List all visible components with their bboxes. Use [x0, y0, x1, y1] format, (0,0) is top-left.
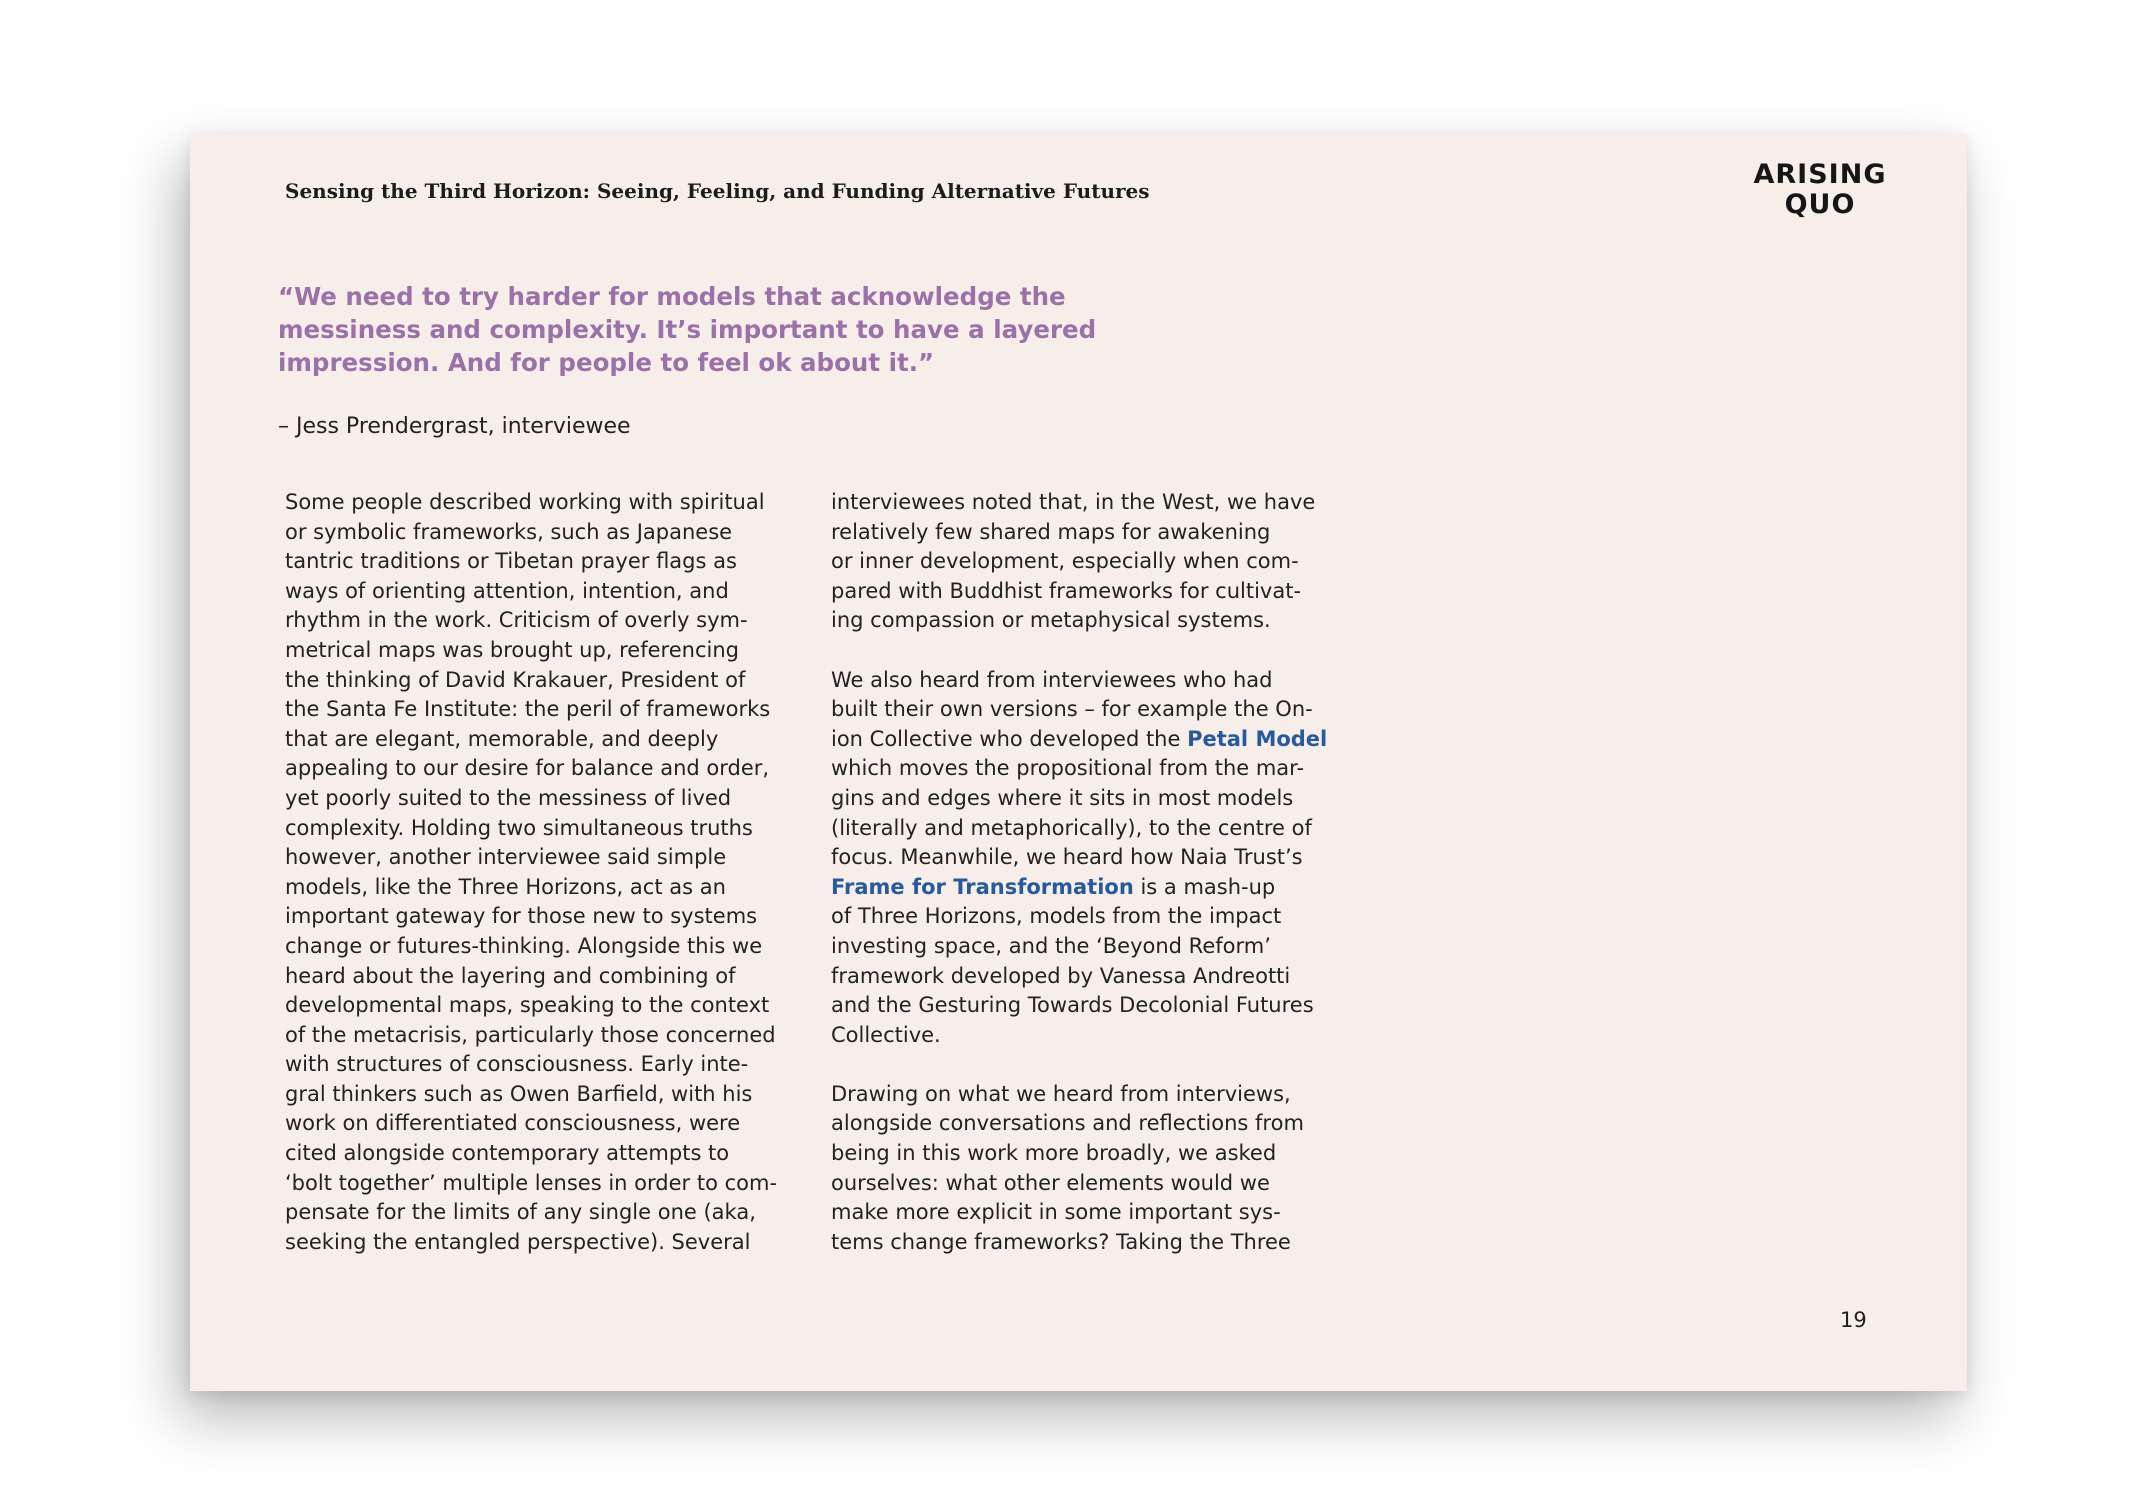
text-line: important gateway for those new to systems	[285, 904, 758, 929]
text-line: of the metacrisis, particularly those concerned	[285, 1022, 776, 1047]
text-line: change or futures-thinking. Alongside this we	[285, 933, 763, 958]
text-line: gral thinkers such as Owen Barfield, with his	[285, 1081, 753, 1106]
pull-quote: “We need to try harder for models that acknowledge the messiness and complexity. It’s important to have a layered impression. And for people to feel ok about it.”	[278, 282, 1097, 377]
text-line: alongside conversations and reflections from	[831, 1111, 1304, 1136]
text-line: seeking the entangled perspective). Several	[285, 1229, 751, 1254]
text-line: pensate for the limits of any single one (aka,	[285, 1200, 756, 1225]
text-line: built their own versions – for example the On-	[831, 697, 1313, 722]
text-line: yet poorly suited to the messiness of lived	[285, 785, 732, 810]
text-line: complexity. Holding two simultaneous truths	[285, 815, 753, 840]
running-head: Sensing the Third Horizon: Seeing, Feeling, and Funding Alternative Futures	[285, 179, 1150, 203]
text-line: Drawing on what we heard from interviews,	[831, 1081, 1291, 1106]
frame-for-transformation-link[interactable]: Frame for Transformation	[831, 874, 1134, 899]
text-line: the thinking of David Krakauer, President of	[285, 667, 746, 692]
text-line: which moves the propositional from the mar-	[831, 756, 1305, 781]
page-number: 19	[1840, 1308, 1867, 1332]
left-column	[285, 488, 805, 1257]
text-line-with-link	[831, 873, 1351, 903]
logo-line-1: ARISING	[1753, 159, 1887, 190]
text-line: relatively few shared maps for awakening	[831, 519, 1271, 544]
text-line: (literally and metaphorically), to the centre of	[831, 815, 1312, 840]
text-line: investing space, and the ‘Beyond Reform’	[831, 933, 1271, 958]
text-line: with structures of consciousness. Early inte-	[285, 1052, 749, 1077]
arising-quo-logo	[1745, 160, 1895, 220]
logo-line-2: QUO	[1784, 189, 1856, 220]
text-line: however, another interviewee said simple	[285, 845, 727, 870]
text-line: interviewees noted that, in the West, we have	[831, 490, 1316, 514]
paragraph-gap	[831, 1050, 1351, 1080]
text-line: framework developed by Vanessa Andreotti	[831, 963, 1291, 988]
text-line: tems change frameworks? Taking the Three	[831, 1229, 1291, 1254]
text-line: of Three Horizons, models from the impact	[831, 904, 1282, 929]
text-line: and the Gesturing Towards Decolonial Futures	[831, 993, 1314, 1018]
petal-model-link[interactable]: Petal Model	[1187, 726, 1328, 751]
text-line: pared with Buddhist frameworks for cultivat-	[831, 578, 1302, 603]
paragraph-gap	[831, 636, 1351, 666]
document-page	[190, 134, 1967, 1391]
text-line: work on differentiated consciousness, were	[285, 1111, 741, 1136]
text-line: gins and edges where it sits in most models	[831, 785, 1294, 810]
text-line: Some people described working with spiritual	[285, 490, 765, 514]
text-fragment: ion Collective who developed the	[831, 726, 1188, 751]
text-line: developmental maps, speaking to the context	[285, 993, 770, 1018]
text-line: metrical maps was brought up, referencing	[285, 637, 739, 662]
text-line: being in this work more broadly, we asked	[831, 1141, 1277, 1166]
text-line: focus. Meanwhile, we heard how Naia Trust’s	[831, 845, 1303, 870]
text-line: make more explicit in some important sys-	[831, 1200, 1281, 1225]
text-line: ‘bolt together’ multiple lenses in order to com-	[285, 1170, 778, 1195]
text-line: the Santa Fe Institute: the peril of frameworks	[285, 697, 771, 722]
text-line: appealing to our desire for balance and order,	[285, 756, 770, 781]
text-line: We also heard from interviewees who had	[831, 667, 1273, 692]
text-line: models, like the Three Horizons, act as an	[285, 874, 726, 899]
text-fragment: is a mash-up	[1133, 874, 1276, 899]
text-line: ourselves: what other elements would we	[831, 1170, 1270, 1195]
right-column	[831, 488, 1351, 1257]
text-line: cited alongside contemporary attempts to	[285, 1141, 730, 1166]
text-line: rhythm in the work. Criticism of overly sym-	[285, 608, 748, 633]
text-line: ing compassion or metaphysical systems.	[831, 608, 1271, 633]
quote-attribution: – Jess Prendergrast, interviewee	[278, 414, 631, 439]
text-line: or inner development, especially when com-	[831, 549, 1299, 574]
text-line: that are elegant, memorable, and deeply	[285, 726, 719, 751]
text-line: or symbolic frameworks, such as Japanese	[285, 519, 733, 544]
text-line: Collective.	[831, 1022, 941, 1047]
text-line: tantric traditions or Tibetan prayer flags as	[285, 549, 737, 574]
text-line: ways of orienting attention, intention, and	[285, 578, 729, 603]
text-line: heard about the layering and combining of	[285, 963, 736, 988]
text-line-with-link	[831, 725, 1351, 755]
